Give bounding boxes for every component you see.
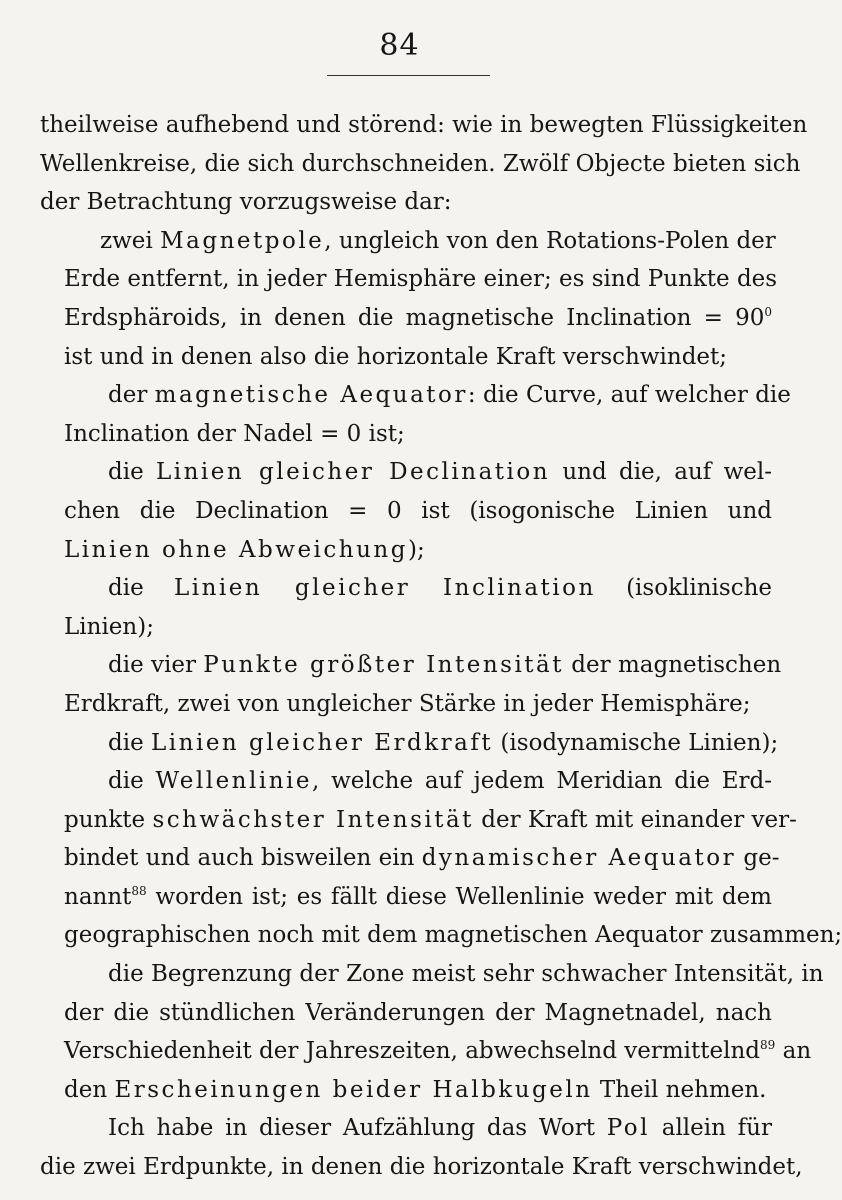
emphasized-term: Linien gleicher Inclination — [173, 575, 596, 602]
text-segment: der Kraft mit einander ver- — [473, 806, 797, 833]
text-segment: nannt — [64, 883, 132, 910]
text-line — [40, 492, 772, 531]
text-segment: Erdkraft, zwei von ungleicher Stärke in jeder Hemisphäre; — [64, 690, 751, 717]
text-segment: und die, auf wel- — [550, 459, 773, 486]
text-line — [40, 878, 772, 917]
text-segment: Erdsphäroids, in denen die magnetische Inclination = 90 — [64, 304, 765, 331]
footnote-marker: 89 — [760, 1038, 776, 1053]
text-segment: Theil nehmen. — [592, 1076, 767, 1103]
text-segment: Wellenkreise, die sich durchschneiden. Zwölf Objecte bieten sich — [40, 150, 801, 177]
text-line — [40, 1109, 772, 1148]
emphasized-term: dynamischer Aequator — [421, 845, 737, 872]
text-segment: theilweise aufhebend und störend: wie in bewegten Flüssigkeiten — [40, 112, 808, 138]
header-rule — [327, 75, 490, 76]
emphasized-term: Linien gleicher Erdkraft — [151, 729, 494, 756]
text-line — [40, 839, 780, 878]
text-segment: die — [108, 768, 156, 795]
text-line — [40, 646, 782, 685]
text-segment: der — [108, 382, 155, 409]
text-line — [40, 145, 801, 184]
text-segment: die — [108, 729, 152, 756]
text-line — [40, 1032, 812, 1071]
text-segment: punkte — [64, 806, 153, 833]
text-line — [40, 531, 772, 570]
text-segment: Verschiedenheit der Jahreszeiten, abwechselnd vermittelnd — [64, 1038, 761, 1065]
text-segment: die — [108, 459, 156, 486]
text-segment: die zwei Erdpunkte, in denen die horizontale Kraft verschwindet, — [40, 1154, 803, 1181]
text-line — [40, 338, 772, 377]
text-segment: , ungleich von den Rotations-Polen der — [324, 227, 776, 254]
text-line — [40, 762, 772, 801]
text-segment: allein für — [650, 1115, 772, 1142]
text-segment: die vier — [108, 652, 204, 679]
text-line — [40, 222, 776, 261]
text-segment: der magnetischen — [564, 652, 782, 679]
emphasized-term: magnetische Aequator — [154, 382, 468, 409]
emphasized-term: Punkte größter Intensität — [203, 652, 564, 679]
text-segment: die Begrenzung der Zone meist sehr schwacher Intensität, in — [108, 961, 824, 988]
text-segment: Linien); — [64, 613, 154, 640]
emphasized-term: Wellenlinie — [155, 768, 312, 795]
text-line — [40, 376, 791, 415]
text-line — [40, 260, 778, 299]
emphasized-term: Pol — [606, 1115, 650, 1142]
text-segment: geographischen noch mit dem magnetischen Aequator zusammen; — [64, 922, 842, 949]
text-line — [40, 994, 772, 1033]
text-line — [40, 724, 779, 763]
emphasized-term: Linien ohne Abweichung — [64, 536, 408, 563]
footnote-marker: 0 — [764, 304, 772, 319]
text-segment: : die Curve, auf welcher die — [467, 382, 791, 409]
text-segment: zwei — [100, 227, 161, 254]
text-line — [40, 1148, 803, 1187]
text-segment: an — [775, 1038, 812, 1065]
text-line — [40, 608, 772, 647]
text-segment: Ich habe in dieser Aufzählung das Wort — [108, 1115, 607, 1142]
text-line — [40, 955, 824, 994]
text-line — [40, 685, 772, 724]
text-segment: bindet und auch bisweilen ein — [64, 845, 422, 872]
text-segment: der Betrachtung vorzugsweise dar: — [40, 189, 452, 216]
body-text — [40, 106, 842, 1187]
text-line — [40, 453, 772, 492]
text-line — [40, 916, 842, 955]
page-number: 84 — [379, 28, 420, 63]
text-segment: Erde entfernt, in jeder Hemisphäre einer; es sind Punkte des — [64, 266, 778, 293]
text-line — [40, 106, 808, 145]
text-segment: chen die Declination = 0 ist (isogonische Linien und — [64, 497, 772, 524]
text-segment: der die stündlichen Veränderungen der Magnetnadel, nach — [64, 999, 772, 1026]
text-line — [40, 183, 772, 222]
text-segment: (isodynamische Linien); — [493, 729, 779, 756]
text-segment: ge- — [736, 845, 780, 872]
text-segment: ist und in denen also die horizontale Kraft verschwindet; — [64, 343, 728, 370]
text-line — [40, 801, 797, 840]
text-segment: (isoklinische — [595, 575, 772, 602]
text-segment: den — [64, 1076, 115, 1103]
footnote-marker: 88 — [131, 883, 147, 898]
text-line — [40, 569, 772, 608]
emphasized-term: Magnetpole — [160, 227, 325, 254]
text-line — [40, 415, 772, 454]
emphasized-term: Linien gleicher Declination — [155, 459, 551, 486]
emphasized-term: schwächster Intensität — [152, 806, 474, 833]
text-segment: , welche auf jedem Meridian die Erd- — [312, 768, 772, 795]
text-segment: ); — [407, 536, 425, 563]
text-segment: Inclination der Nadel = 0 ist; — [64, 420, 405, 447]
emphasized-term: Erscheinungen beider Halbkugeln — [114, 1076, 593, 1103]
text-line — [40, 299, 772, 338]
text-segment: worden ist; es fällt diese Wellenlinie weder mit dem — [146, 883, 772, 910]
text-line — [40, 1071, 772, 1110]
text-segment: die — [108, 575, 174, 602]
